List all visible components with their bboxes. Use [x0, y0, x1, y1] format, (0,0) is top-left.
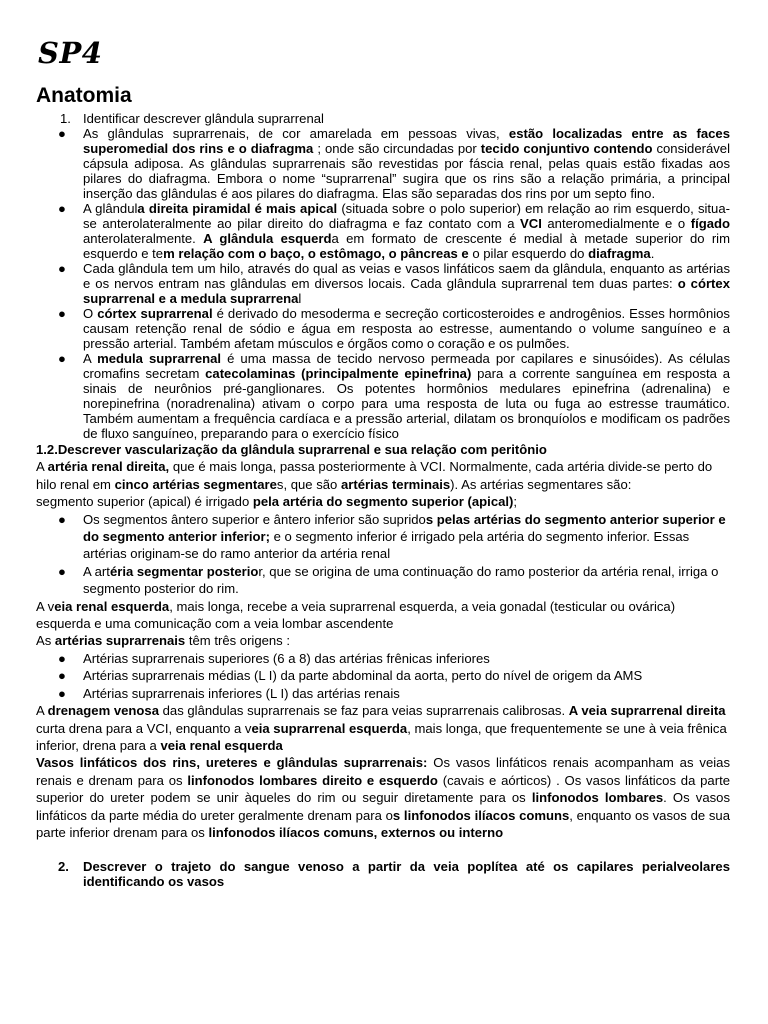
text-run: Cada glândula tem um hilo, através do qual as veias e vasos linfáticos saem da glândula, enquanto as artérias e os nervos entram nas glândulas em diversos locais. Cada glândula suprarrenal tem duas partes:: [83, 261, 730, 291]
bold-run: linfonodos lombares: [531, 790, 664, 806]
text-run: é uma massa de tecido nervoso permeada por capilares e sinusóides). As células cromafins secretam: [83, 351, 730, 381]
text-run: considerável cápsula adiposa. As glândulas suprarrenais são revestidas por fáscia renal, pelas quais estão fixadas aos pilares do diafragma. Embora o nome “suprarrenal” sugira que os rins são a relação primária, a principal inserção das glândulas é aos pilares do diafragma. Elas são separadas dos rins por um septo fino.: [83, 141, 730, 201]
section-title: [36, 441, 730, 458]
bullet-icon: ●: [58, 650, 66, 666]
text-run: que é mais longa, passa posteriormente à VCI. Normalmente, cada artéria divide-se perto do hilo renal em: [36, 459, 713, 492]
page-title: SP4: [38, 36, 103, 70]
bold-run: linfonodos ilíacos comuns, externos ou interno: [208, 824, 504, 840]
section-title-text: 1.2.Descrever vascularização da glândula suprarrenal e sua relação com peritônio: [36, 442, 547, 457]
bold-run: artérias suprarrenais: [54, 633, 186, 649]
text-run: ;: [513, 494, 518, 510]
paragraph: [36, 458, 730, 493]
text-run: (situada sobre o polo superior) em relação ao rim esquerdo, situa-se anterolateralmente ao pilar direito do diafragma e faz contato com a: [83, 201, 730, 231]
text-run: é derivado do mesoderma e secreção corticosteroides e androgênios. Esses hormônios causam retenção renal de sódio e água em resposta ao estresse, aumentando o volume sanguíneo e a pressão arterial. Também afetam músculos e órgãos como o coração e os pulmões.: [83, 306, 730, 351]
text-run: (cavais e aórticos) . Os vasos linfáticos da parte superior do ureter podem se unir àqueles do rim ou seguir diretamente para os: [36, 772, 730, 806]
text-run: Os vasos linfáticos renais acompanham as veias renais e drenam para os: [36, 755, 730, 788]
text-run: r, que se origina de uma continuação do ramo posterior da artéria renal, irriga o segmento posterior do rim.: [83, 563, 719, 597]
text-run: , enquanto os vasos de sua parte inferior drenam para os: [36, 807, 730, 840]
bold-run: A veia suprarrenal direita: [568, 703, 726, 719]
bold-run: o córtex suprarrenal e a medula suprarrena: [83, 276, 730, 306]
spacer: [36, 841, 730, 859]
bold-run: Vasos linfáticos dos rins, ureteres e glândulas suprarrenais:: [36, 755, 428, 771]
bold-run: éria segmentar posterio: [109, 563, 259, 579]
bold-run: medula suprarrenal: [97, 351, 222, 366]
list-item: [36, 667, 730, 684]
bullet-icon: ●: [58, 126, 66, 141]
text-run: para a corrente sanguínea em resposta a sinais de neurônios pré-ganglionares. Os potentes hormônios medulares epinefrina (adrenalina) e norepinefrina (noradrenalina) ativam o corpo para uma resposta de luta ou fuga ao estresse traumático. Também aumentam a frequência cardíaca e a pressão arterial, dilatam os bronquíolos e modificam os padrões de fluxo sanguíneo, preparando para o exercício físico: [83, 366, 731, 441]
text-run: , mais longa, recebe a veia suprarrenal esquerda, a veia gonadal (testicular ou ovárica) esquerda e uma comunicação com a veia lombar ascendente: [36, 598, 676, 632]
text-run: A art: [83, 563, 110, 579]
bold-run: linfonodos lombares direito e esquerdo: [187, 772, 438, 788]
bullet-item: [36, 563, 730, 598]
text-run: As glândulas suprarrenais, de cor amarelada em pessoas vivas,: [83, 126, 509, 141]
bullet-icon: ●: [58, 351, 66, 366]
bullet-item: [36, 201, 730, 261]
text-run: . Os vasos linfáticos da parte média do ureter geralmente drenam para o: [36, 790, 731, 823]
paragraph: [36, 632, 730, 649]
list-item: [36, 650, 730, 667]
bold-run: artéria renal direita,: [47, 459, 170, 475]
text-run: ). As artérias segmentares são:: [450, 476, 632, 492]
text-run: anterolateralmente.: [83, 231, 204, 246]
text-run: s, que são: [276, 476, 341, 492]
item-text: Artérias suprarrenais inferiores (L I) das artérias renais: [83, 685, 400, 701]
bullet-icon: ●: [58, 201, 66, 216]
bullet-icon: ●: [58, 668, 66, 684]
bold-run: pela artéria do segmento superior (apical): [252, 494, 514, 510]
bold-run: veia renal esquerda: [160, 737, 283, 753]
list-item: [36, 685, 730, 702]
bold-run: tecido conjuntivo contendo: [480, 141, 653, 156]
item-text: Descrever o trajeto do sangue venoso a partir da veia poplítea até os capilares perialveolares identificando os vasos: [83, 859, 730, 890]
bullet-item: [36, 351, 730, 441]
section-heading: Anatomia: [36, 84, 132, 107]
text-run: A: [36, 459, 48, 475]
bullet-icon: ●: [58, 511, 66, 527]
numbered-item-1: [36, 111, 730, 126]
bullet-item: [36, 126, 730, 201]
text-run: segmento superior (apical) é irrigado: [36, 494, 253, 510]
text-run: .: [650, 246, 655, 261]
list-number: 1.: [60, 111, 71, 126]
bold-run: artérias terminais: [340, 476, 451, 492]
paragraph: [36, 754, 730, 841]
bold-run: eia renal esquerda: [54, 598, 170, 614]
bold-run: drenagem venosa: [47, 703, 159, 719]
item-text: Artérias suprarrenais médias (L I) da parte abdominal da aorta, perto do nível de origem da AMS: [83, 668, 643, 684]
text-run: têm três origens :: [185, 633, 291, 649]
document-body: [36, 111, 730, 889]
text-run: curta drena para a VCI, enquanto a v: [36, 720, 252, 736]
text-run: O: [83, 306, 98, 321]
text-run: Os segmentos ântero superior e ântero inferior são suprido: [83, 511, 426, 527]
list-number: 2.: [58, 859, 69, 875]
bullet-icon: ●: [58, 306, 66, 321]
bullet-item: [36, 306, 730, 351]
text-run: a em formato de crescente é medial à metade superior do rim esquerdo e te: [83, 231, 730, 261]
text-run: , mais longa, que frequentemente se une à veia frênica inferior, drena para a: [36, 720, 727, 753]
bold-run: diafragma: [588, 246, 651, 261]
text-run: As: [36, 633, 55, 649]
paragraph: [36, 702, 730, 754]
text-run: l: [298, 291, 302, 306]
text-run: anteromedialmente e o: [541, 216, 691, 231]
bold-run: catecolaminas (principalmente epinefrina): [205, 366, 472, 381]
item-text: Artérias suprarrenais superiores (6 a 8) das artérias frênicas inferiores: [83, 650, 490, 666]
text-run: A v: [36, 598, 55, 614]
text-run: A glândul: [83, 201, 138, 216]
bullet-icon: ●: [58, 261, 66, 276]
paragraph: [36, 598, 730, 633]
bold-run: m relação com o baço, o estômago, o pâncreas e: [163, 246, 469, 261]
bold-run: eia suprarrenal esquerda: [251, 720, 408, 736]
item-text: Identificar descrever glândula suprarrenal: [83, 111, 324, 126]
bold-run: s pelas artérias do segmento anterior superior e do segmento anterior inferior;: [83, 511, 726, 545]
bold-run: cinco artérias segmentare: [114, 476, 277, 492]
text-run: A: [83, 351, 98, 366]
bold-run: fígado: [690, 216, 730, 231]
bullet-item: [36, 261, 730, 306]
bullet-icon: ●: [58, 685, 66, 701]
text-run: o pilar esquerdo do: [468, 246, 589, 261]
bullet-icon: ●: [58, 563, 66, 579]
bullet-item: [36, 511, 730, 563]
bold-run: VCI: [520, 216, 542, 231]
bold-run: córtex suprarrenal: [97, 306, 213, 321]
bold-run: estão localizadas entre as faces superomedial dos rins e o diafragma: [83, 126, 731, 156]
paragraph: [36, 493, 730, 510]
text-run: ; onde são circundadas por: [313, 141, 481, 156]
bold-run: a direita piramidal é mais apical: [137, 201, 338, 216]
bold-run: A glândula esquerd: [203, 231, 332, 246]
bold-run: s linfonodos ilíacos comuns: [392, 807, 570, 823]
text-run: e o segmento inferior é irrigado pela artéria do segmento inferior. Essas artérias originam-se do ramo anterior da artéria renal: [83, 529, 690, 562]
text-run: das glândulas suprarrenais se faz para veias suprarrenais calibrosas.: [159, 703, 569, 719]
numbered-item-2: [36, 859, 730, 889]
text-run: A: [36, 703, 48, 719]
